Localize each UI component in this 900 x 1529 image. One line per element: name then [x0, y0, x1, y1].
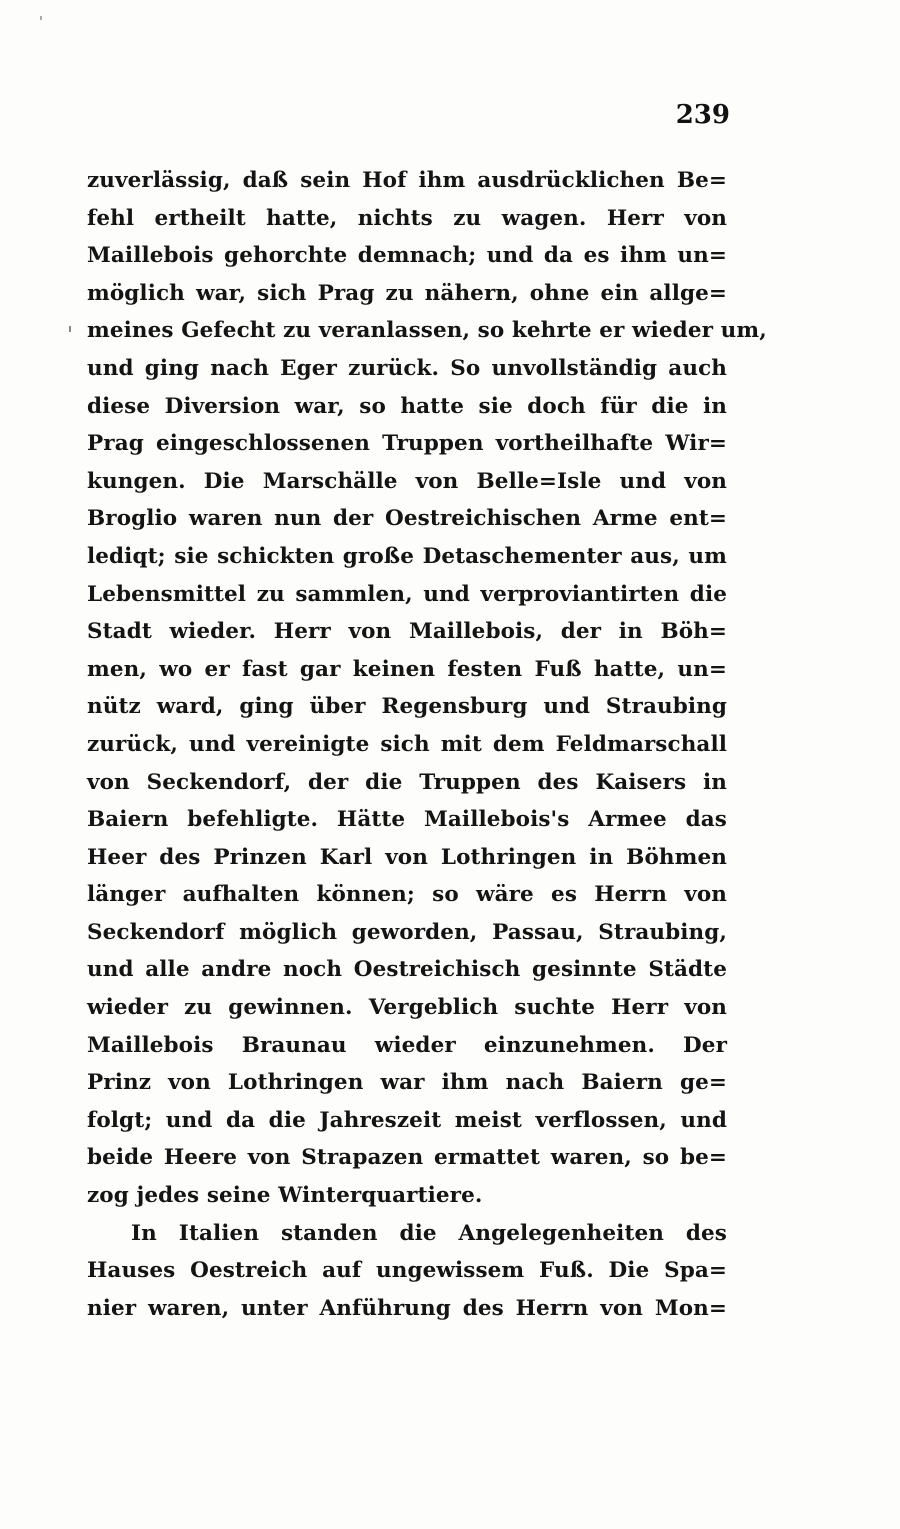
- text-line: meines Gefecht zu veranlassen, so kehrte er wieder um,: [87, 318, 767, 344]
- text-line: länger aufhalten können; so wäre es Herrn von: [87, 882, 727, 908]
- text-line: In Italien standen die Angelegenheiten des: [131, 1220, 727, 1246]
- text-line: nütz ward, ging über Regensburg und Straubing: [87, 694, 727, 720]
- text-line: und ging nach Eger zurück. So unvollständig auch: [87, 355, 727, 381]
- text-line: zog jedes seine Winterquartiere.: [87, 1183, 483, 1209]
- text-line: beide Heere von Strapazen ermattet waren, so be=: [87, 1145, 727, 1171]
- text-line: kungen. Die Marschälle von Belle=Isle und von: [87, 468, 727, 494]
- text-line: Prag eingeschlossenen Truppen vortheilhafte Wir=: [87, 431, 727, 457]
- text-line: möglich war, sich Prag zu nähern, ohne ein allge=: [87, 280, 727, 306]
- text-line: Broglio waren nun der Oestreichischen Arme ent=: [87, 506, 727, 532]
- text-line: Maillebois gehorchte demnach; und da es ihm un=: [87, 243, 727, 269]
- text-line: nier waren, unter Anführung des Herrn von Mon=: [87, 1295, 727, 1321]
- text-line: Lebensmittel zu sammlen, und verproviantirten die: [87, 581, 727, 607]
- text-line: von Seckendorf, der die Truppen des Kaisers in: [87, 769, 727, 795]
- text-line: folgt; und da die Jahreszeit meist verflossen, und: [87, 1107, 727, 1133]
- text-line: Prinz von Lothringen war ihm nach Baiern ge=: [87, 1070, 727, 1096]
- text-line: Stadt wieder. Herr von Maillebois, der in Böh=: [87, 619, 727, 645]
- text-line: und alle andre noch Oestreichisch gesinnte Städte: [87, 957, 727, 983]
- text-line: fehl ertheilt hatte, nichts zu wagen. Herr von: [87, 205, 727, 231]
- body-text: [87, 162, 767, 1327]
- text-line: Baiern befehligte. Hätte Maillebois's Armee das: [87, 807, 727, 833]
- text-line: Seckendorf möglich geworden, Passau, Straubing,: [87, 919, 727, 945]
- text-line: wieder zu gewinnen. Vergeblich suchte Herr von: [87, 995, 727, 1021]
- text-line: diese Diversion war, so hatte sie doch für die in: [87, 393, 727, 419]
- text-line: zuverlässig, daß sein Hof ihm ausdrücklichen Be=: [87, 168, 727, 193]
- text-line: Hauses Oestreich auf ungewissem Fuß. Die Spa=: [87, 1258, 727, 1284]
- text-line: lediqt; sie schickten große Detaschementer aus, um: [87, 543, 727, 569]
- page-number: 239: [675, 100, 730, 130]
- text-line: Maillebois Braunau wieder einzunehmen. Der: [87, 1032, 727, 1058]
- margin-mark: [69, 326, 71, 332]
- text-line: Heer des Prinzen Karl von Lothringen in Böhmen: [87, 844, 727, 870]
- corner-speck: [40, 16, 42, 20]
- text-line: zurück, und vereinigte sich mit dem Feldmarschall: [87, 731, 727, 757]
- text-line: men, wo er fast gar keinen festen Fuß hatte, un=: [87, 656, 727, 682]
